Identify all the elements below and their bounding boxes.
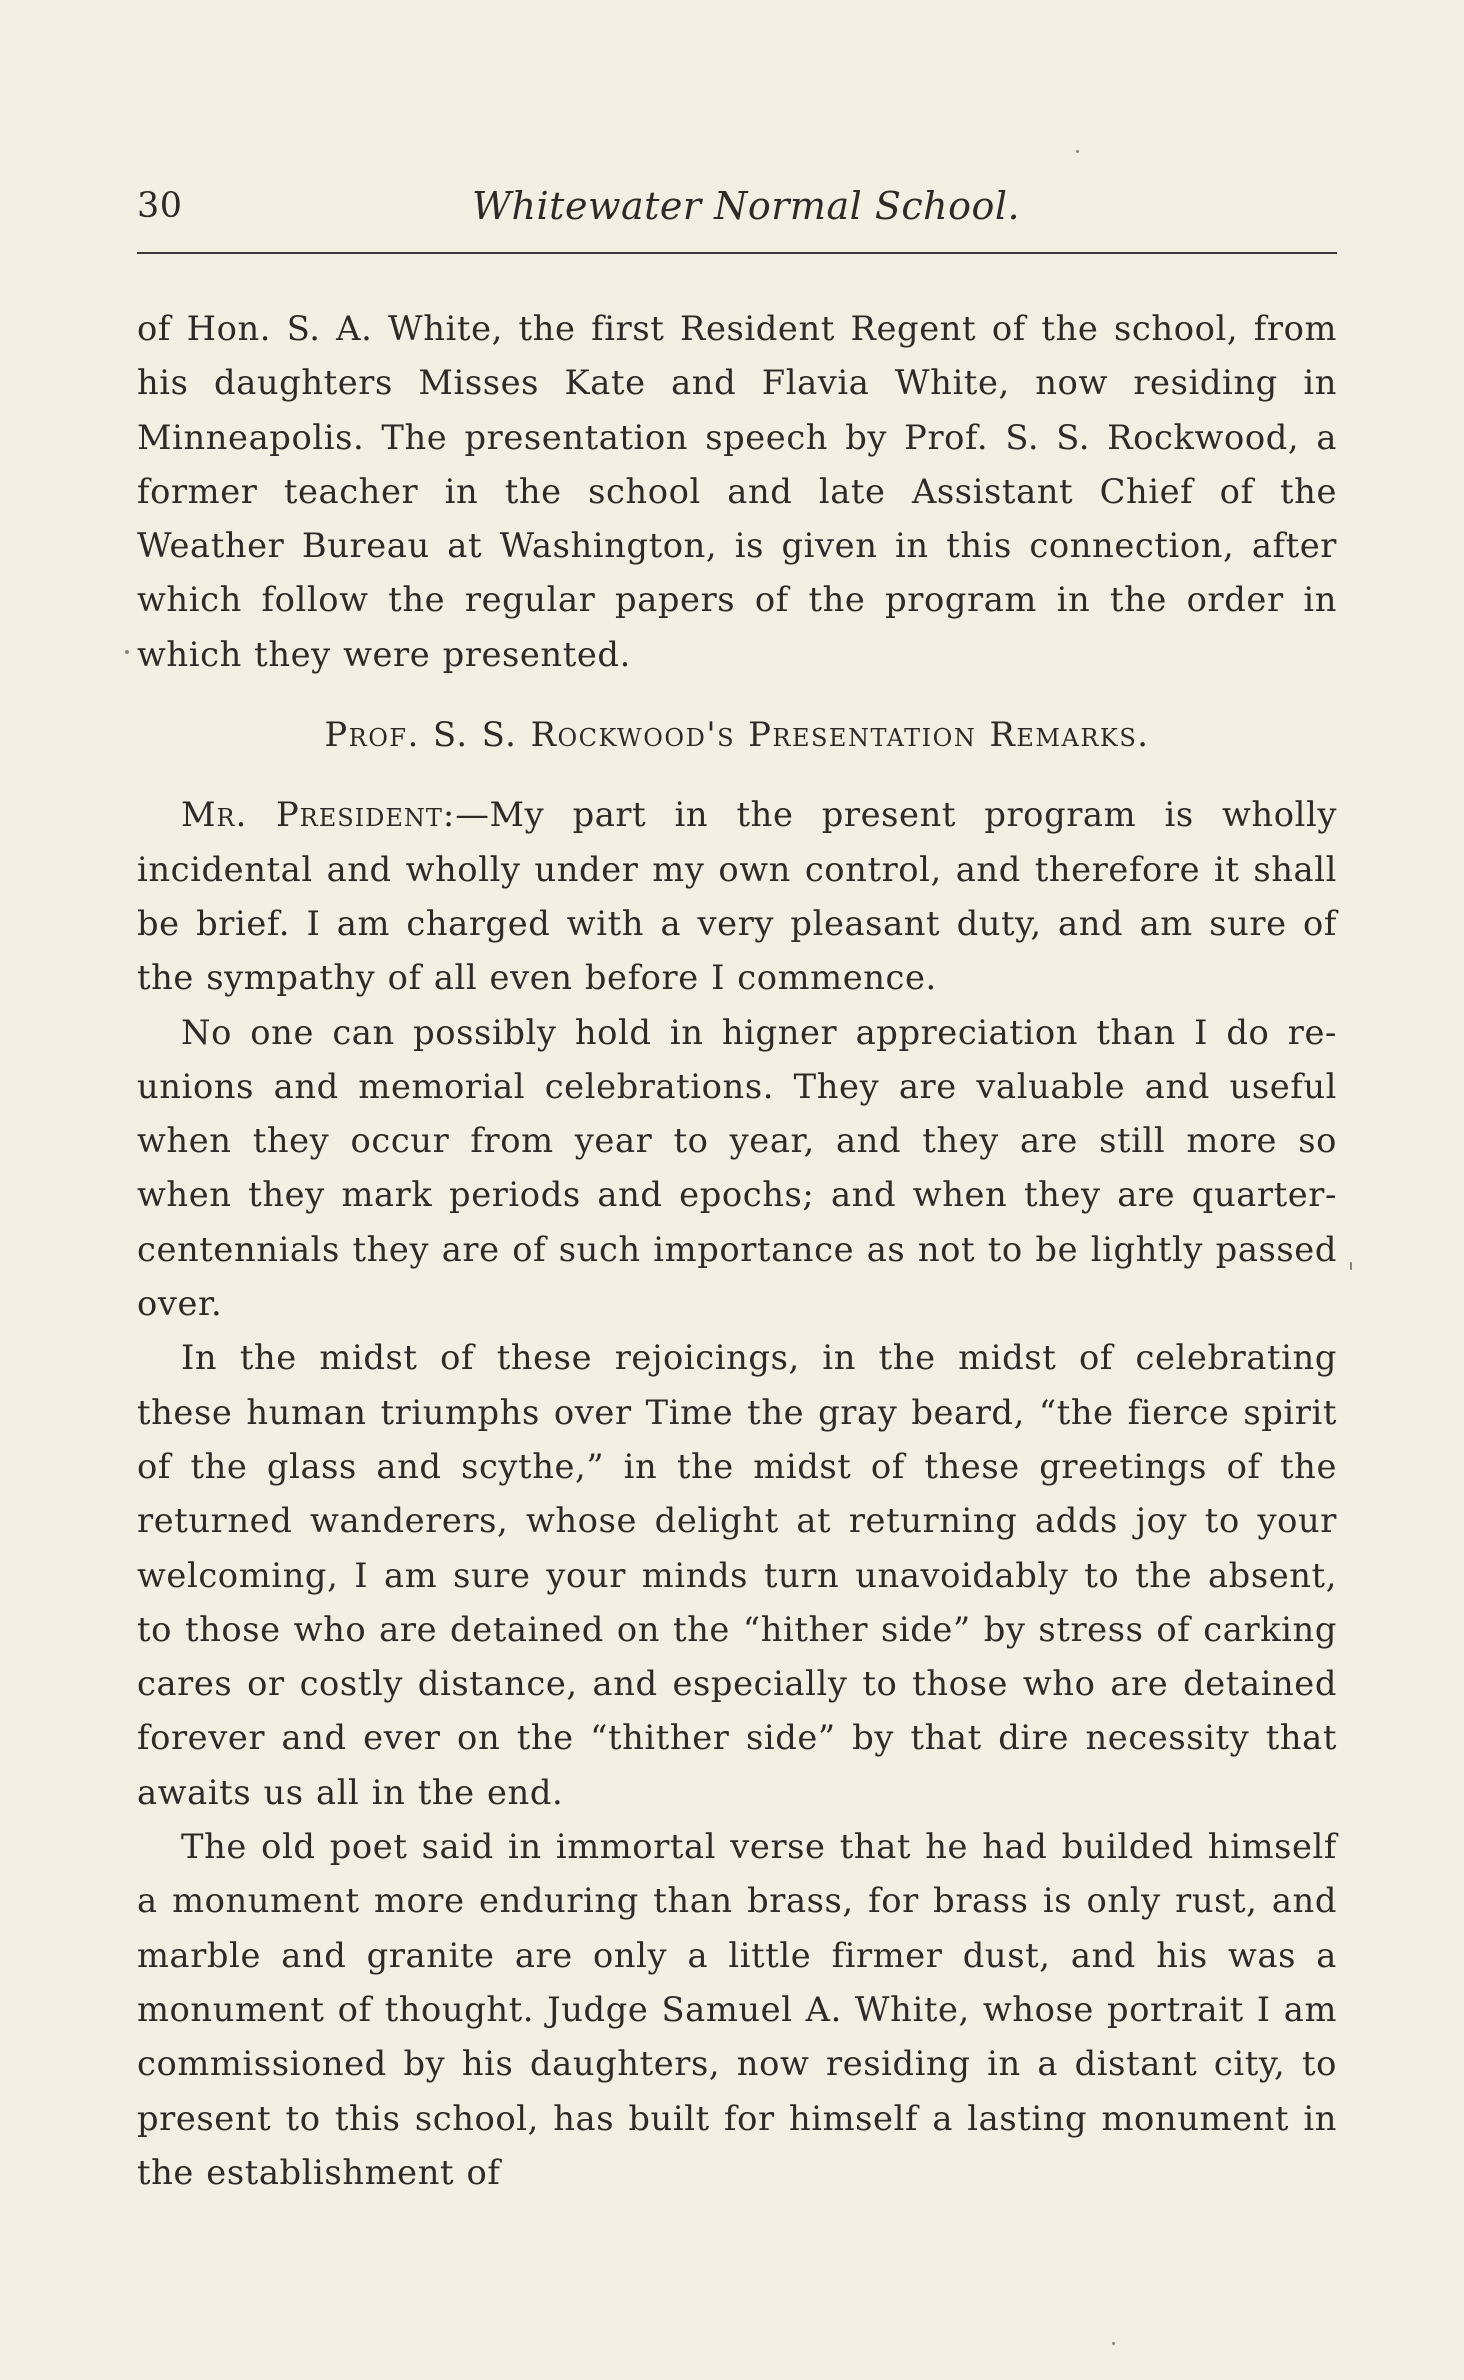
salutation: Mr. President: (181, 795, 456, 835)
speech-paragraph-1-text: —My part in the present program is wholly incidental and wholly under my own control, and therefore it shall be brief. I am charged with a very pleasant duty, and am sure of the sympathy of all even before I commence. (137, 795, 1337, 998)
speech-paragraph-4: The old poet said in immortal verse that he had builded himself a monument more enduring than brass, for brass is only rust, and marble and granite are only a little firmer dust, and his was a monument of thought. Judge Samuel A. White, whose portrait I am commissioned by his daughters, now residing in a distant city, to present to this school, has built for himself a lasting monument in the establishment of (137, 1827, 1337, 2192)
paper-speck (1076, 150, 1079, 153)
running-title: Whitewater Normal School. (472, 184, 1021, 228)
page-header (137, 178, 1337, 234)
page-body (137, 302, 1337, 2200)
speech-paragraph-3: In the midst of these rejoicings, in the midst of celebrating these human triumphs over Time the gray beard, “the fierce spirit of the glass and scythe,” in the midst of these greetings of the returned wanderers, whose delight at returning adds joy to your welcoming, I am sure your minds turn unavoidably to the absent, to those who are detained on the “hither side” by stress of carking cares or costly distance, and especially to those who are detained forever and ever on the “thither side” by that dire necessity that awaits us all in the end. (137, 1338, 1337, 1812)
paper-speck (1112, 2342, 1115, 2345)
intro-paragraph: of Hon. S. A. White, the first Resident Regent of the school, from his daughters Misses Kate and Flavia White, now residing in Minneapolis. The presentation speech by Prof. S. S. Rockwood, a former teacher in the school and late Assistant Chief of the Weather Bureau at Washington, is given in this connection, after which follow the regular papers of the program in the order in which they were presented. (137, 309, 1337, 674)
speech-paragraph-1 (137, 788, 1337, 1005)
header-rule (137, 252, 1337, 254)
page-number: 30 (137, 186, 183, 226)
paper-speck (125, 650, 129, 654)
section-heading: Prof. S. S. Rockwood's Presentation Remarks. (324, 715, 1150, 755)
speech-paragraph-2: No one can possibly hold in higner appreciation than I do re-unions and memorial celebrations. They are valuable and useful when they occur from year to year, and they are still more so when they mark periods and epochs; and when they are quarter-centennials they are of such importance as not to be lightly passed over. (137, 1012, 1337, 1324)
paper-speck (1350, 1262, 1352, 1270)
